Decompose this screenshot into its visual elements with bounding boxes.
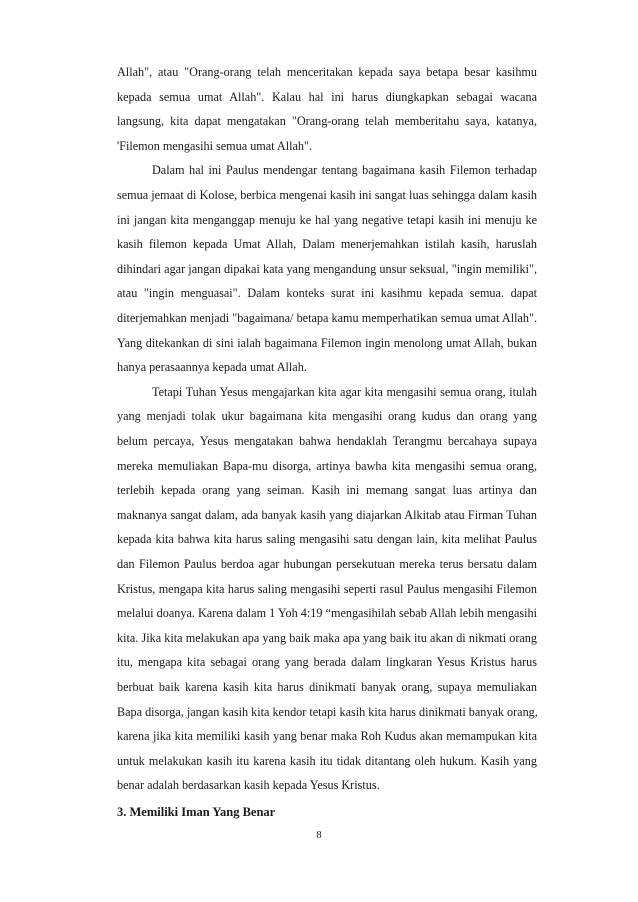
body-line: Yang ditekankan di sini ialah bagaimana Filemon ingin menolong umat Allah, bukan xyxy=(117,335,537,350)
body-line: 'Filemon mengasihi semua umat Allah". xyxy=(117,138,313,153)
body-line: terlebih kepada orang yang seiman. Kasih ini memang sangat luas artinya dan xyxy=(117,483,537,498)
body-line: hanya perasaannya kepada umat Allah. xyxy=(117,360,307,375)
body-line: kasih filemon kepada Umat Allah, Dalam menerjemahkan istilah kasih, haruslah xyxy=(117,237,537,252)
body-line: itu, mengapa kita sebagai orang yang berada dalam lingkaran Yesus Kristus harus xyxy=(117,655,537,670)
body-line: melalui doanya. Karena dalam 1 Yoh 4:19 “mengasihilah sebab Allah lebih mengasihi xyxy=(117,606,537,621)
page-number: 8 xyxy=(316,830,322,841)
body-line: semua jemaat di Kolose, berbica mengenai kasih ini sangat luas sehingga dalam kasih xyxy=(117,188,537,202)
body-line: untuk melakukan kasih itu karena kasih itu tidak ditantang oleh hukum. Kasih yang xyxy=(117,753,537,768)
body-line: kita. Jika kita melakukan apa yang baik maka apa yang baik itu akan di nikmati orang xyxy=(117,630,537,645)
body-line: atau "ingin menguasai". Dalam konteks surat ini kasihmu kepada semua. dapat xyxy=(117,286,537,301)
body-line: Bapa disorga, jangan kasih kita kendor tetapi kasih kita harus dinikmati banyak orang, xyxy=(117,704,538,719)
body-line: maknanya sangat dalam, ada banyak kasih yang diajarkan Alkitab atau Firman Tuhan xyxy=(117,507,537,522)
paragraph-start-line: Tetapi Tuhan Yesus mengajarkan kita agar kita mengasihi semua orang, itulah xyxy=(152,384,537,399)
body-line: Allah", atau "Orang-orang telah menceritakan kepada saya betapa besar kasihmu xyxy=(117,65,537,79)
paragraph-start-line: Dalam hal ini Paulus mendengar tentang bagaimana kasih Filemon terhadap xyxy=(152,163,537,178)
body-line: mereka memuliakan Bapa-mu disorga, artinya bawha kita mengasihi semua orang, xyxy=(117,458,537,473)
body-line: kepada kita bahwa kita harus saling mengasihi satu dengan lain, kita melihat Paulus xyxy=(117,532,537,547)
body-line: ini jangan kita menganggap menuju ke hal yang negative tetapi kasih ini menuju ke xyxy=(117,212,537,227)
body-line: berbuat baik karena kasih kita harus dinikmati banyak orang, supaya memuliakan xyxy=(117,680,537,694)
body-line: langsung, kita dapat mengatakan "Orang-orang telah memberitahu saya, katanya, xyxy=(117,114,537,129)
body-line: kepada semua umat Allah". Kalau hal ini harus diungkapkan sebagai wacana xyxy=(117,89,537,104)
body-line: Kristus, mengapa kita harus saling mengasihi seperti rasul Paulus mengasihi Filemon xyxy=(117,581,537,596)
section-heading: 3. Memiliki Iman Yang Benar xyxy=(117,805,276,819)
body-line: belum percaya, Yesus mengatakan bahwa hendaklah Terangmu bercahaya supaya xyxy=(117,434,537,448)
body-line: benar adalah berdasarkan kasih kepada Yesus Kristus. xyxy=(117,778,380,793)
body-line: dihindari agar jangan dipakai kata yang mengandung unsur seksual, "ingin memiliki", xyxy=(117,261,537,276)
body-line: karena jika kita memiliki kasih yang benar maka Roh Kudus akan memampukan kita xyxy=(117,729,537,744)
body-line: yang menjadi tolak ukur bagaimana kita mengasihi orang kudus dan orang yang xyxy=(117,409,537,424)
body-line: diterjemahkan menjadi "bagaimana/ betapa kamu memperhatikan semua umat Allah". xyxy=(117,311,537,325)
body-line: dan Filemon Paulus berdoa agar hubungan persekutuan mereka terus bersatu dalam xyxy=(117,557,537,571)
